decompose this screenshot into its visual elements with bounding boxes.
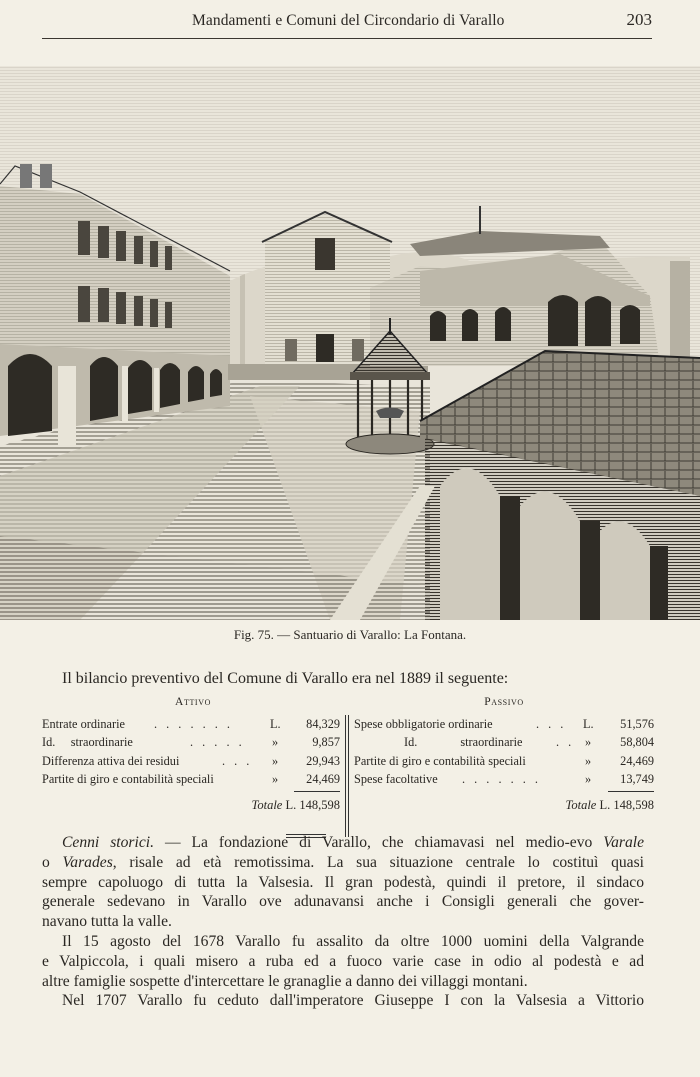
sum-rule (608, 791, 654, 792)
row-amount: 51,576 (620, 717, 654, 731)
engraving-illustration (0, 66, 700, 620)
row-label: Partite di giro e contabilità speciali (42, 772, 214, 787)
attivo-total (252, 795, 340, 815)
row-amount: 58,804 (620, 735, 654, 750)
row-unit: » (585, 735, 592, 750)
row-amount: 24,469 (306, 772, 340, 787)
row-unit: » (272, 735, 279, 750)
total-unit: L. (599, 798, 611, 812)
figure-caption: Fig. 75. — Santuario di Varallo: La Fontana. (233, 627, 467, 642)
row-unit: L. (270, 717, 281, 731)
leader-dots: . . (556, 735, 575, 750)
text-line: e Valpiccola, i quali misero a ruba ed a fuoco varie case in odio al podestà e ad (42, 952, 644, 970)
leader-dots: . . . (536, 717, 567, 731)
paragraph-1678 (42, 932, 644, 991)
leader-dots: . . . . . . . (462, 772, 541, 787)
text-span: — La fondazione di Varallo, che chiamavasi nel medio-evo (153, 834, 604, 851)
text-line: sempre capoluogo di tutta la Valsesia. Il gran podestà, quindi il pretore, il sindaco (42, 873, 644, 891)
row-label: Spese obbligatorie ordinarie (354, 717, 493, 731)
row-label: Id. straordinarie (42, 735, 133, 750)
total-amount: 148,598 (613, 798, 654, 812)
row-label: Entrate ordinarie (42, 717, 125, 731)
column-divider (345, 715, 349, 837)
table-row (42, 715, 344, 733)
row-amount: 9,857 (312, 735, 340, 750)
row-unit: » (585, 753, 592, 768)
italic-term: Varades (62, 853, 113, 871)
row-amount: 24,469 (620, 753, 654, 768)
budget-intro: Il bilancio preventivo del Comune di Varallo era nel 1889 il seguente: (62, 670, 509, 687)
leader-dots: . . . . . (190, 735, 245, 750)
passivo-column (350, 695, 658, 812)
text-line: generale sedevano in Varallo ove adunavansi anche i Consigli generali che gover- (42, 893, 644, 911)
text-span: , risale ad età remotissima. La sua situazione centrale lo costituì quasi (112, 853, 644, 871)
passivo-heading: Passivo (484, 696, 524, 708)
running-title: Mandamenti e Comuni del Circondario di Varallo (192, 12, 505, 29)
attivo-heading: Attivo (175, 696, 211, 708)
italic-term: Varale (603, 834, 644, 851)
row-label: Differenza attiva dei residui (42, 753, 180, 768)
row-unit: » (272, 753, 279, 768)
row-unit: L. (583, 717, 594, 731)
table-row (42, 752, 344, 770)
row-amount: 84,329 (306, 717, 340, 731)
text-line: Il 15 agosto del 1678 Varallo fu assalito da oltre 1000 uomini della Valgrande (62, 933, 644, 950)
text-line (42, 853, 644, 873)
row-amount: 13,749 (620, 772, 654, 787)
passivo-total (566, 795, 654, 815)
text-line: altre famiglie sospette d'intercettare le granaglie a danno dei villaggi montani. (42, 972, 528, 990)
row-label: Partite di giro e contabilità speciali (354, 753, 526, 768)
attivo-column (42, 695, 344, 812)
text-line (42, 833, 644, 853)
total-amount: 148,598 (299, 798, 340, 812)
section-lead: Cenni storici. (62, 834, 154, 851)
row-amount: 29,943 (306, 753, 340, 768)
text-span: o (42, 853, 63, 871)
paragraph-cenni-storici (42, 833, 644, 932)
page-number: 203 (626, 10, 652, 29)
total-label: Totale (251, 798, 283, 812)
table-row (350, 770, 658, 788)
table-row (350, 752, 658, 770)
table-row (350, 733, 658, 751)
total-label: Totale (565, 798, 597, 812)
text-line: navano tutta la valle. (42, 913, 172, 931)
leader-dots: . . . . . . . (154, 717, 233, 731)
row-label: Id. straordinarie (404, 735, 523, 750)
sum-rule (294, 791, 340, 792)
row-label: Spese facoltative (354, 772, 438, 787)
leader-dots: . . . (222, 753, 253, 768)
text-line: Nel 1707 Varallo fu ceduto dall'imperatore Giuseppe I con la Valsesia a Vittorio (62, 992, 644, 1009)
paragraph-1707 (42, 991, 644, 1011)
row-unit: » (585, 772, 592, 787)
table-row (42, 770, 344, 788)
total-unit: L. (285, 798, 297, 812)
table-row (42, 733, 344, 751)
row-unit: » (272, 772, 279, 787)
page-header (42, 8, 652, 39)
table-row (350, 715, 658, 733)
